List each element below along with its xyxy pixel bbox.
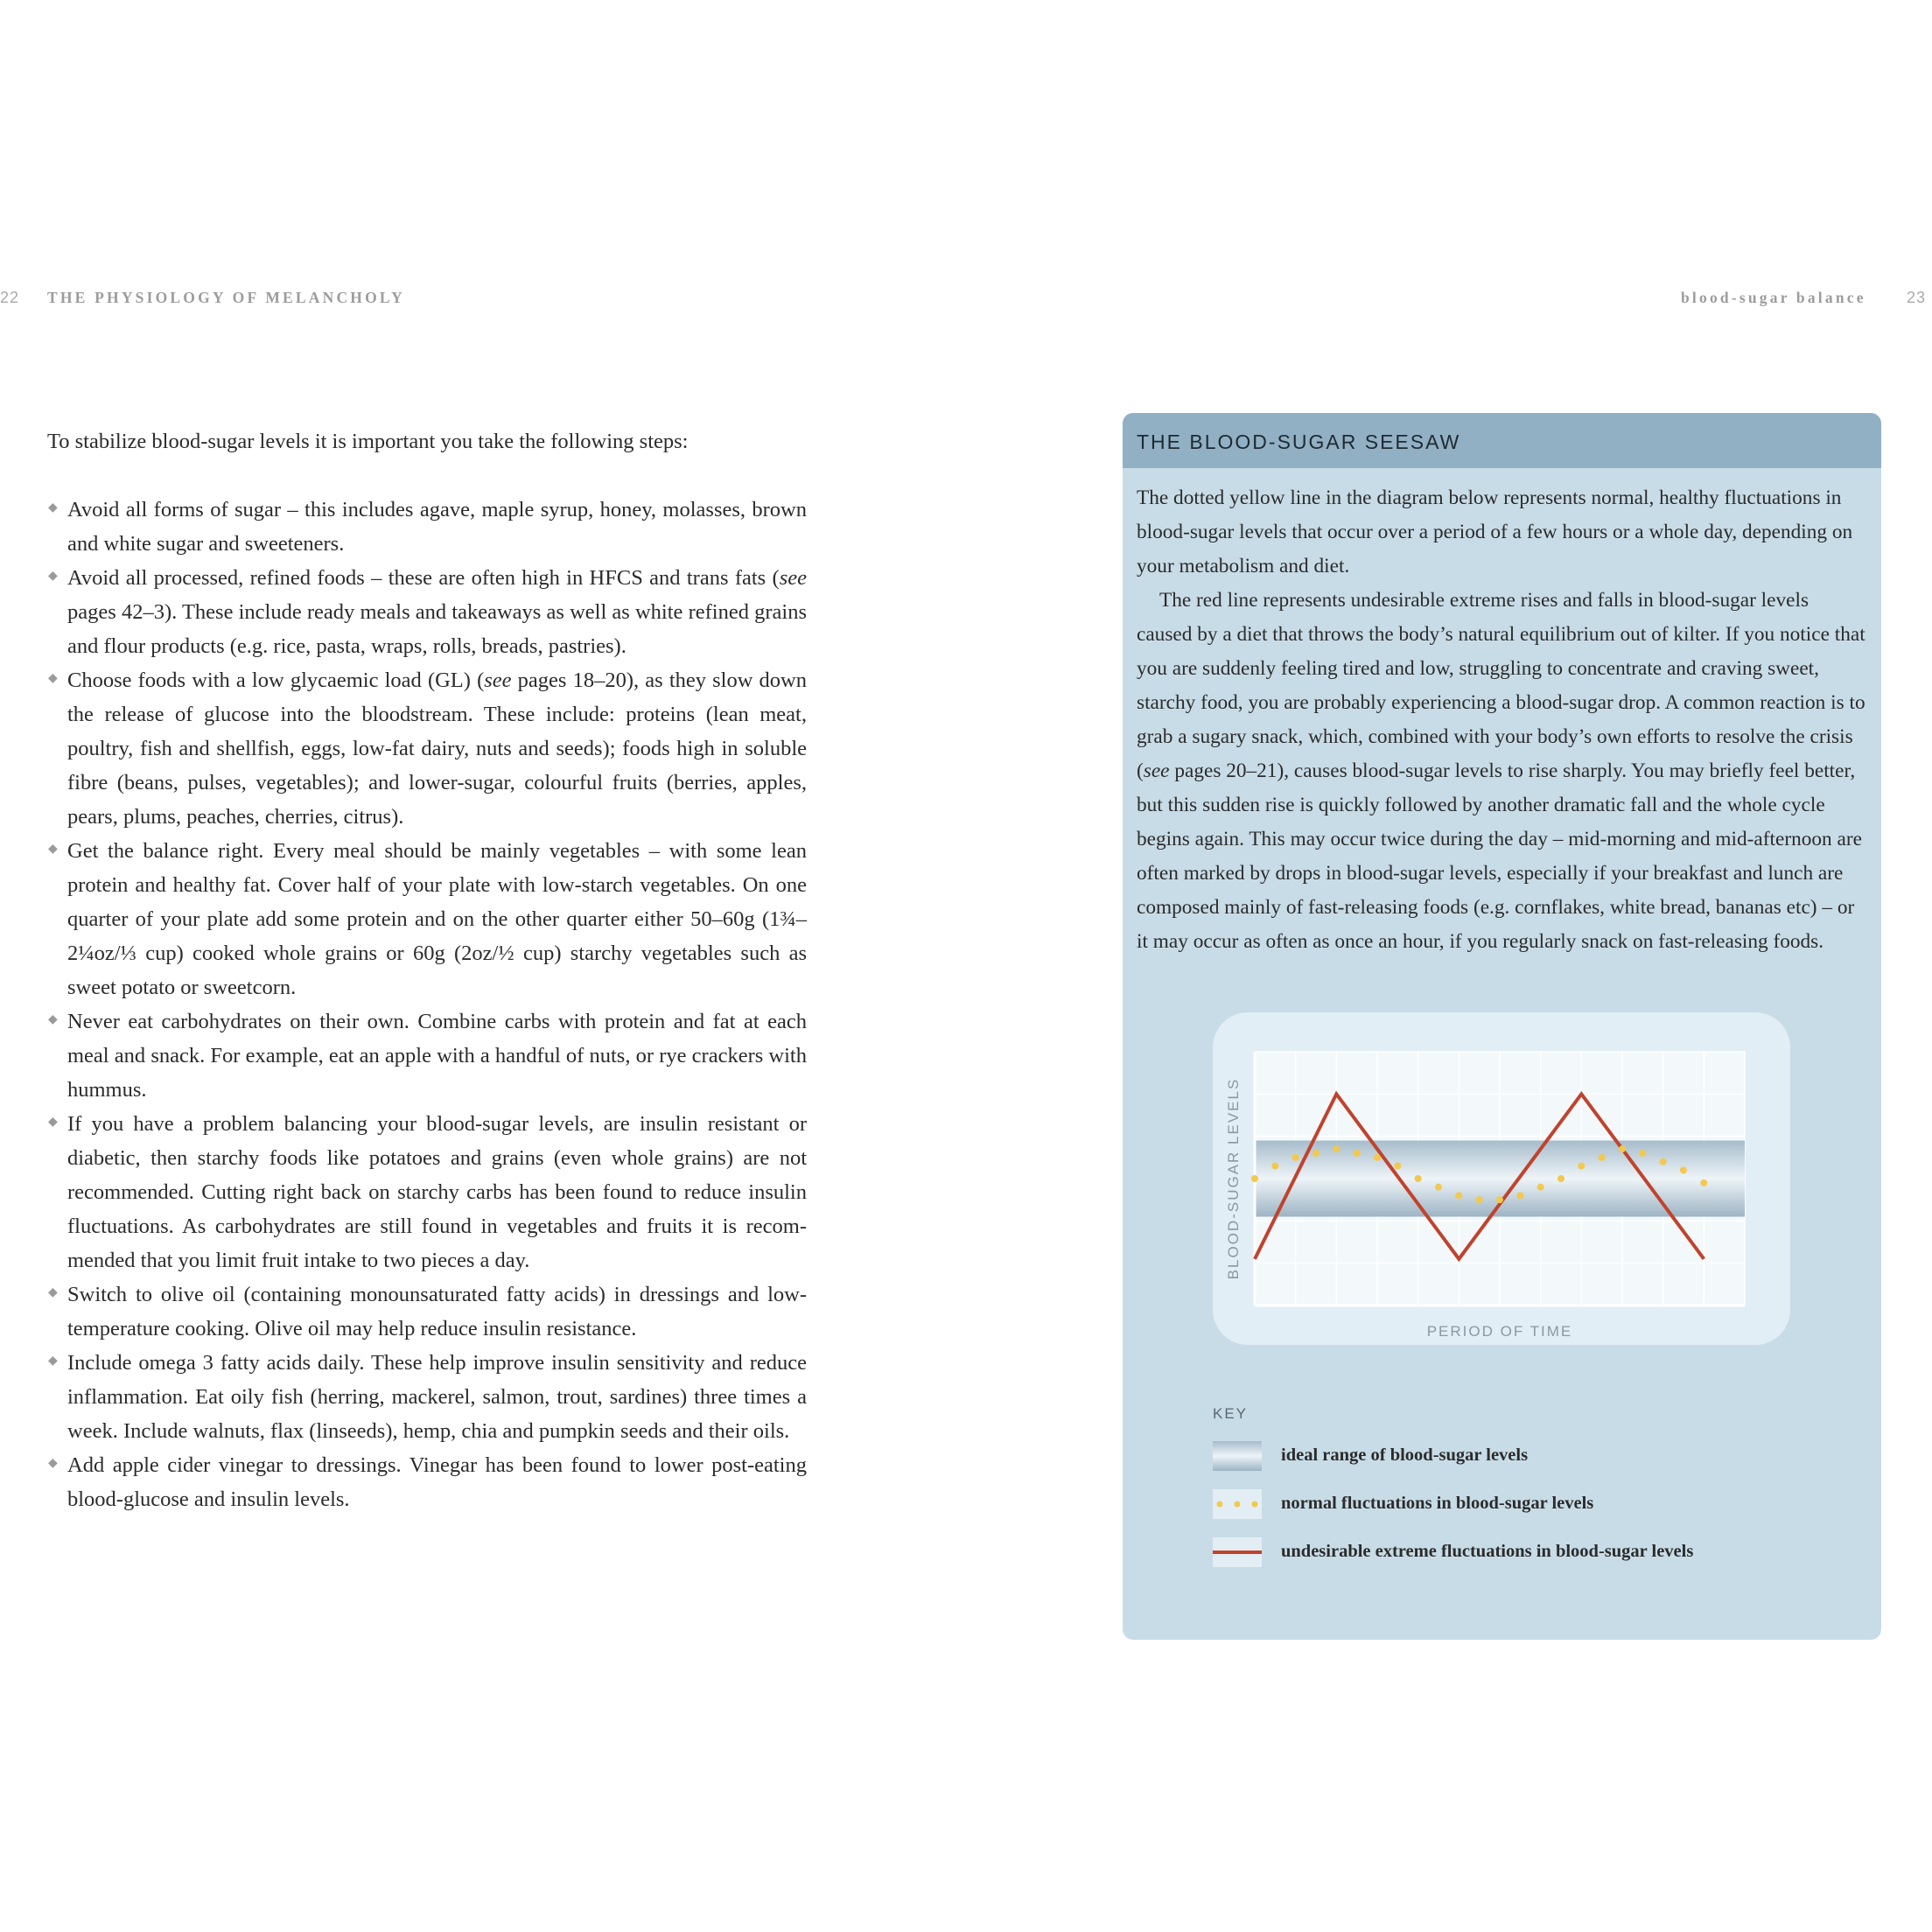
- chart-panel: [1213, 1012, 1790, 1345]
- steps-list: [47, 493, 807, 1516]
- key-item-normal-fluctuations: [1213, 1489, 1860, 1519]
- list-item: ◆ Get the balance right. Every meal should be mainly vegetables – with some lean protein and healthy fat. Cover half of your plate with low-starch vegetables. On one quarter of your plate add some protein and on the other quarter either 50–60g (1¾–2¼oz/⅓ cup) cooked whole grains or 60g (2oz/½ cup) starchy vegetables such as sweet potato or sweetcorn.: [48, 839, 807, 999]
- normal-fluctuation-point: [1292, 1154, 1299, 1161]
- normal-fluctuation-point: [1537, 1184, 1544, 1191]
- normal-fluctuation-point: [1333, 1145, 1340, 1152]
- normal-fluctuation-point: [1680, 1166, 1687, 1173]
- normal-fluctuation-point: [1496, 1196, 1503, 1203]
- diamond-bullet-icon: ◆: [48, 570, 58, 583]
- normal-fluctuation-point: [1271, 1163, 1278, 1170]
- list-item: ◆ Never eat carbohydrates on their own. Combine carbs with protein and fat at each meal and snack. For example, eat an apple with a handful of nuts, or rye crackers with hummus.: [48, 1010, 807, 1102]
- normal-fluctuation-point: [1312, 1150, 1320, 1157]
- diamond-bullet-icon: ◆: [48, 501, 58, 514]
- list-item: ◆ Choose foods with a low glycaemic load (GL) (see pages 18–20), as they slow down the release of glucose into the bloodstream. These include: proteins (lean meat, poultry, fish and shellfish, eggs, low-fat dairy, nuts and seeds); foods high in soluble fibre (beans, pulses, vegetables); and lower-sugar, colourful fruits (berries, apples, pears, plums, peaches, cherries, citrus).: [48, 668, 808, 829]
- key-label: normal fluctuations in blood-sugar levels: [1281, 1494, 1594, 1513]
- key-label: undesirable extreme fluctuations in blood-sugar levels: [1281, 1542, 1694, 1561]
- left-folio: 22: [0, 289, 20, 306]
- normal-fluctuation-point: [1455, 1192, 1462, 1199]
- diamond-bullet-icon: ◆: [48, 1457, 58, 1470]
- list-item: ◆ Switch to olive oil (containing monounsaturated fatty acids) in dressings and low-temperature cooking. Olive oil may help reduce insulin resistance.: [48, 1283, 807, 1340]
- box-title: THE BLOOD-SUGAR SEESAW: [1137, 430, 1461, 453]
- list-item: ◆ Avoid all processed, refined foods – these are often high in HFCS and trans fats (see pages 42–3). These include ready meals and takeaways as well as white refined grains and flour products (e.g. rice, pasta, wraps, rolls, breads, pastries).: [48, 566, 807, 658]
- red-line-swatch-icon: [1213, 1537, 1262, 1567]
- diamond-bullet-icon: ◆: [48, 1354, 58, 1368]
- list-item: ◆ Add apple cider vinegar to dressings. Vinegar has been found to lower post-eating blood-glucose and insulin levels.: [48, 1453, 807, 1511]
- diamond-bullet-icon: ◆: [48, 1013, 58, 1026]
- seesaw-chart: [1213, 1012, 1790, 1345]
- normal-fluctuation-point: [1578, 1163, 1585, 1170]
- diamond-bullet-icon: ◆: [48, 672, 58, 685]
- list-item: ◆ If you have a problem balancing your blood-sugar levels, are insulin resistant or diabetic, then starchy foods like potatoes and grains (even whole grains) are not recommended. Cutting right back on starchy carbs has been found to reduce insulin fluctuations. As carbohydrates are still found in vegetables and fruits it is recom-mended that you limit fruit intake to two pieces a day.: [48, 1112, 807, 1272]
- normal-fluctuation-point: [1599, 1154, 1606, 1161]
- normal-fluctuation-point: [1639, 1150, 1646, 1157]
- normal-fluctuation-point: [1354, 1150, 1361, 1157]
- normal-fluctuation-point: [1435, 1184, 1442, 1191]
- yellow-dots-swatch-icon: [1213, 1489, 1262, 1519]
- normal-fluctuation-point: [1516, 1192, 1523, 1199]
- box-body: [1137, 481, 1868, 959]
- left-running-head: THE PHYSIOLOGY OF MELANCHOLY: [47, 289, 406, 306]
- box-paragraph-1: The dotted yellow line in the diagram below represents normal, healthy fluctuations in blood-sugar levels that occur over a period of a few hours or a whole day, depending on your metabolism and diet.: [1137, 486, 1853, 578]
- key-title: KEY: [1213, 1405, 1249, 1422]
- normal-fluctuation-point: [1374, 1154, 1381, 1161]
- list-item: ◆ Include omega 3 fatty acids daily. These help improve insulin sensitivity and reduce inflammation. Eat oily fish (herring, mackerel, salmon, trout, sardines) three times a week. Include walnuts, flax (linseeds), hemp, chia and pumpkin seeds and their oils.: [48, 1351, 807, 1443]
- normal-fluctuation-point: [1394, 1163, 1401, 1170]
- box-header: [1123, 413, 1881, 468]
- x-axis-label: PERIOD OF TIME: [1426, 1323, 1573, 1340]
- key-item-ideal-range: [1213, 1441, 1860, 1471]
- box-paragraph-2: The red line represents undesirable extreme rises and falls in blood-sugar levels caused by a diet that throws the body’s natural equilibrium out of kilter. If you notice that you are suddenly feeling tired and low, struggling to concentrate and craving sweet, starchy food, you are probably experiencing a blood-sugar drop. A common reaction is to grab a sugary snack, which, combined with your body’s own efforts to resolve the crisis (see pages 20–21), causes blood-sugar levels to rise sharply. You may briefly feel better, but this sudden rise is quickly followed by another dramatic fall and the whole cycle begins again. This may occur twice during the day – mid-morning and mid-afternoon are often marked by drops in blood-sugar levels, especially if your breakfast and lunch are composed mainly of fast-releasing foods (e.g. cornflakes, white bread, bananas etc) – or it may occur as often as once an hour, if you regularly snack on fast-releasing foods.: [1137, 589, 1866, 953]
- normal-fluctuation-point: [1476, 1196, 1483, 1203]
- right-running-head: blood-sugar balance: [1681, 289, 1866, 306]
- key-label: ideal range of blood-sugar levels: [1281, 1446, 1529, 1465]
- list-item: ◆ Avoid all forms of sugar – this includes agave, maple syrup, honey, molasses, brown and white sugar and sweeteners.: [48, 498, 807, 556]
- diamond-bullet-icon: ◆: [48, 843, 58, 856]
- normal-fluctuation-point: [1251, 1175, 1258, 1182]
- normal-fluctuation-point: [1558, 1175, 1564, 1182]
- intro-paragraph: To stabilize blood-sugar levels it is important you take the following steps:: [47, 430, 689, 453]
- diamond-bullet-icon: ◆: [48, 1286, 58, 1299]
- normal-fluctuation-point: [1415, 1175, 1422, 1182]
- ideal-range-swatch-icon: [1213, 1441, 1262, 1471]
- y-axis-label: BLOOD-SUGAR LEVELS: [1225, 1077, 1242, 1280]
- blood-sugar-seesaw-box: [1123, 413, 1881, 1640]
- diamond-bullet-icon: ◆: [48, 1116, 58, 1129]
- normal-fluctuation-point: [1660, 1158, 1667, 1166]
- key-item-extreme-fluctuations: [1213, 1537, 1860, 1567]
- normal-fluctuation-point: [1619, 1145, 1626, 1152]
- normal-fluctuation-point: [1700, 1180, 1707, 1186]
- right-folio: 23: [1907, 289, 1927, 306]
